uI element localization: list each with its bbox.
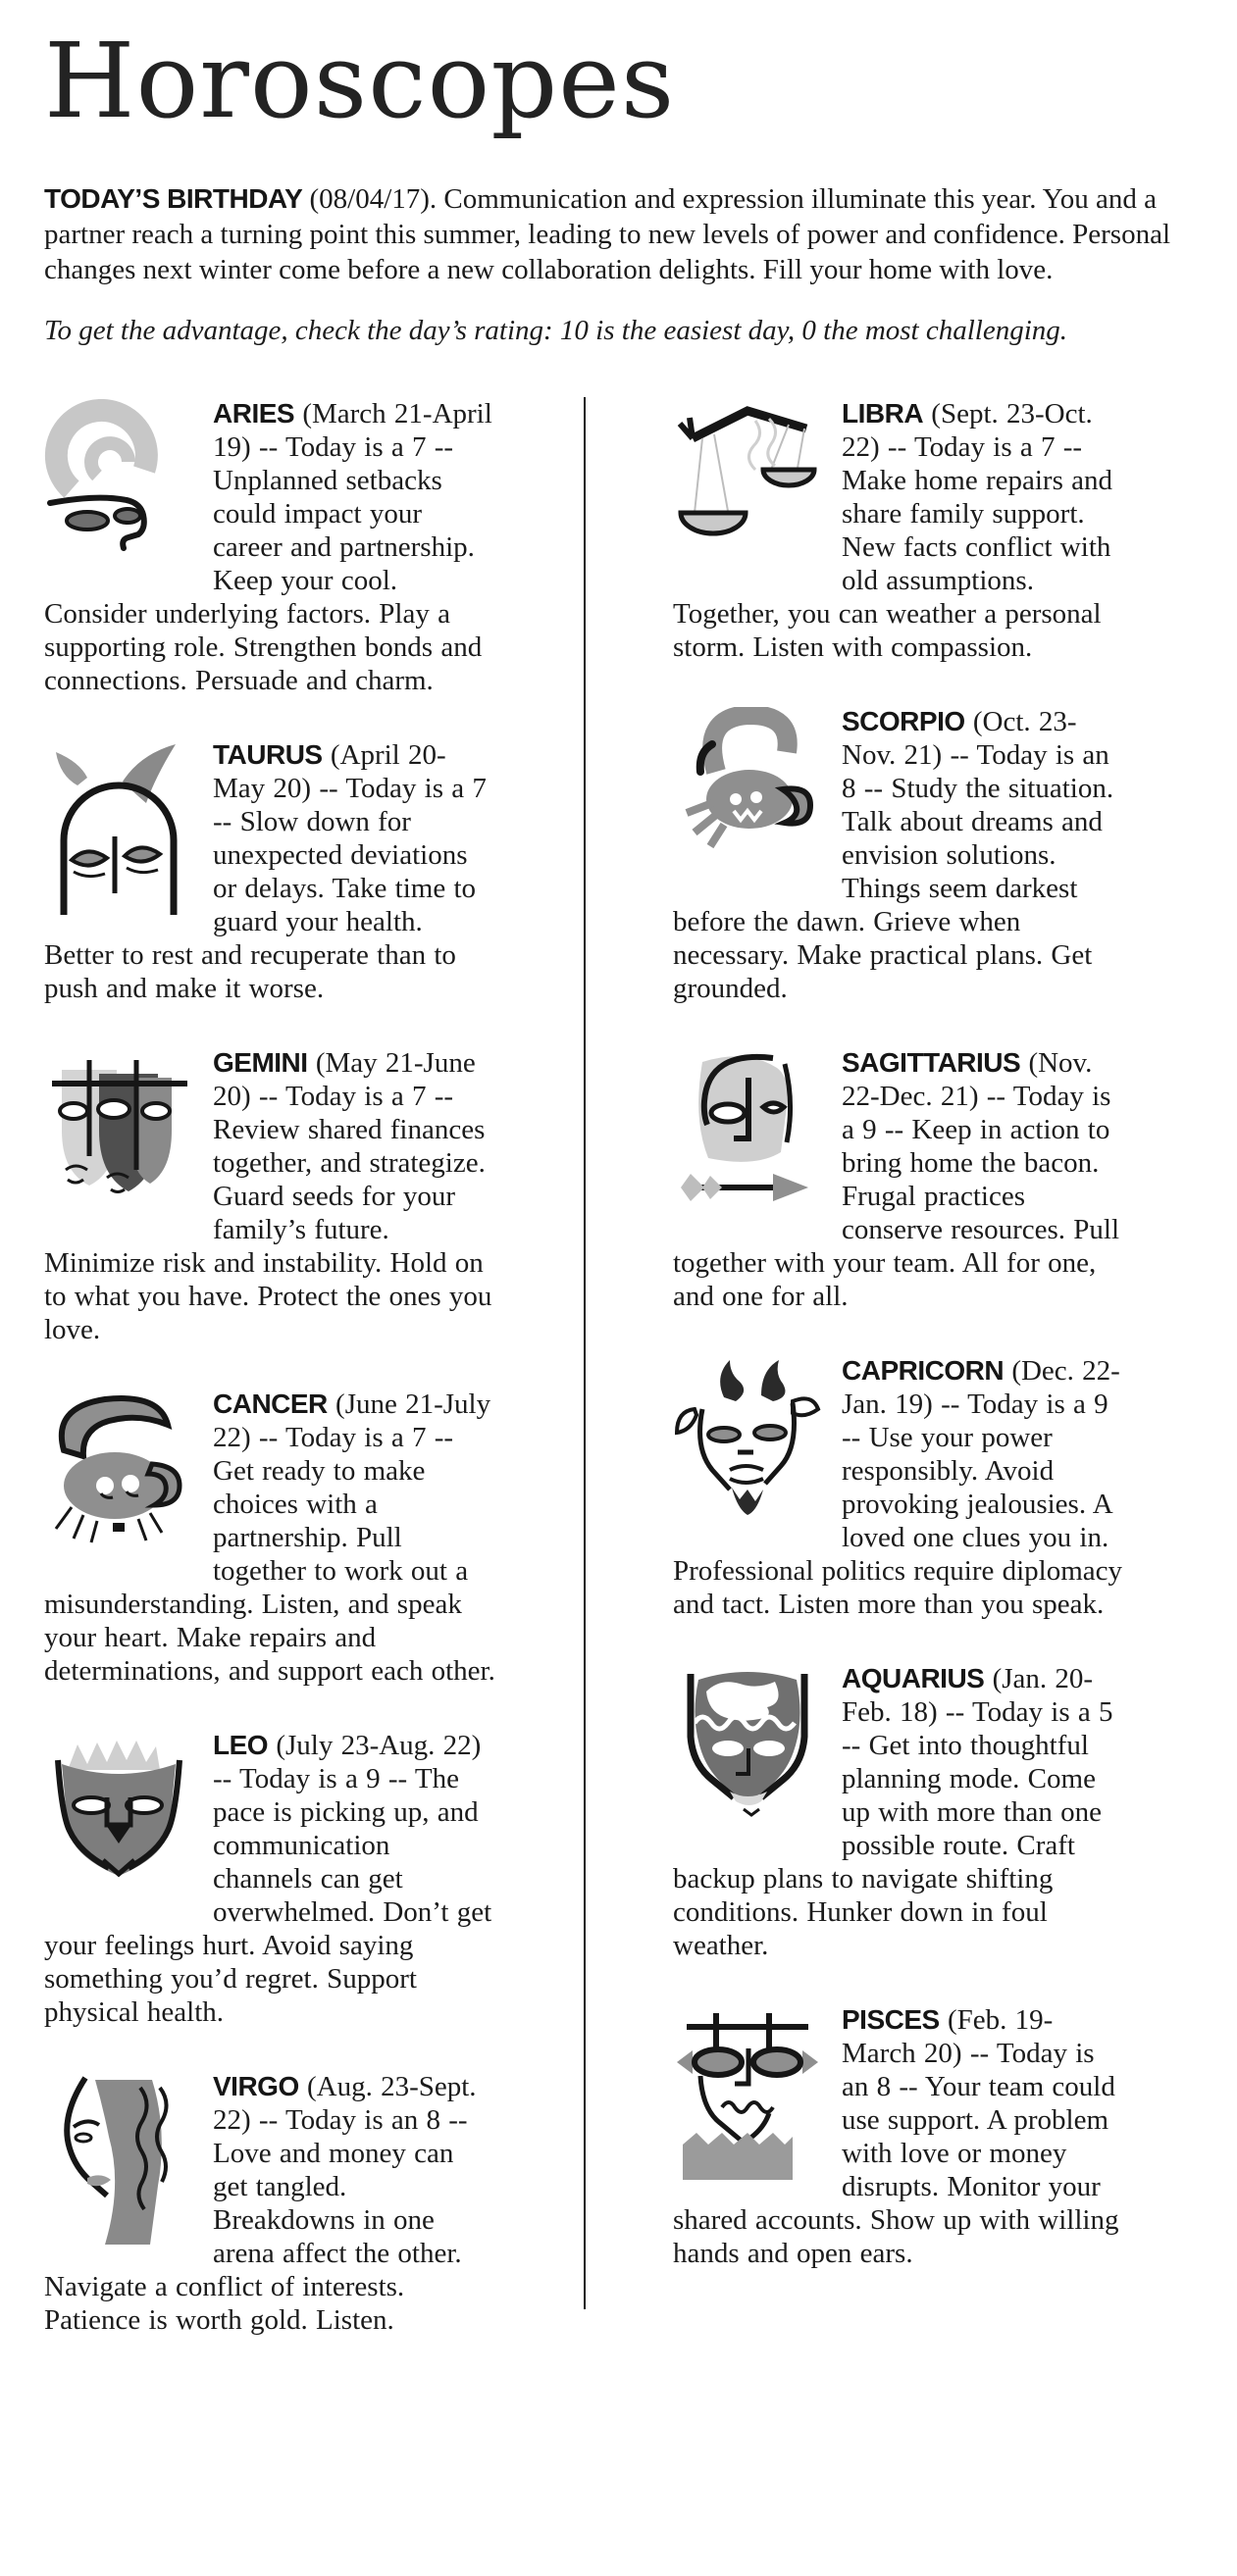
sign-name: TAURUS (213, 738, 323, 770)
horoscope-libra (673, 397, 1124, 664)
sign-text: (June 21-July 22) -- Today is a 7 -- Get ready to make choices with a partnership. Pull together to work out a misunderstanding. Listen, and speak your heart. Make repairs and determinations, and support each other. (44, 1388, 495, 1687)
horoscope-scorpio (673, 705, 1124, 1005)
capricorn-icon (673, 1356, 822, 1539)
aries-icon (44, 399, 193, 581)
sign-text: (July 23-Aug. 22) -- Today is a 9 -- The pace is picking up, and communication channels can get overwhelmed. Don’t get your feelings hurt. Avoid saying something you’d regret. Support physical health. (44, 1729, 492, 2028)
todays-birthday-paragraph (44, 181, 1217, 287)
horoscope-gemini (44, 1046, 495, 1346)
sign-name: SCORPIO (842, 705, 965, 736)
sign-text: (Dec. 22-Jan. 19) -- Today is a 9 -- Use your power responsibly. Avoid provoking jealousies. A loved one clues you in. Professional politics require diplomacy and tact. Listen more than you speak. (673, 1354, 1123, 1620)
sign-name: LEO (213, 1729, 269, 1760)
horoscope-leo (44, 1729, 495, 2029)
sign-name: GEMINI (213, 1046, 308, 1078)
aquarius-icon (673, 1664, 822, 1846)
horoscope-cancer (44, 1388, 495, 1688)
sign-text: (Oct. 23-Nov. 21) -- Today is an 8 -- Study the situation. Talk about dreams and envision solutions. Things seem darkest before the dawn. Grieve when necessary. Make practical plans. Get grounded. (673, 705, 1114, 1004)
sign-name: CAPRICORN (842, 1354, 1005, 1386)
pisces-icon (673, 2005, 822, 2188)
todays-birthday-label: TODAY’S BIRTHDAY (44, 182, 303, 214)
sign-name: PISCES (842, 2003, 940, 2035)
horoscope-taurus (44, 738, 495, 1005)
column-right (673, 397, 1124, 2337)
sign-name: LIBRA (842, 397, 924, 429)
virgo-icon (44, 2072, 193, 2254)
sign-name: AQUARIUS (842, 1662, 985, 1693)
cancer-icon (44, 1389, 193, 1572)
sign-text: (Sept. 23-Oct. 22) -- Today is a 7 -- Make home repairs and share family support. New facts conflict with old assumptions. Together, you can weather a personal storm. Listen with compassion. (673, 397, 1112, 663)
leo-icon (44, 1731, 193, 1913)
gemini-icon (44, 1048, 193, 1231)
sign-name: SAGITTARIUS (842, 1046, 1021, 1078)
sign-text: (Jan. 20-Feb. 18) -- Today is a 5 -- Get into thoughtful planning mode. Come up with more than one possible route. Craft backup plans to navigate shifting conditions. Hunker down in foul weather. (673, 1662, 1113, 1961)
sign-text: (April 20-May 20) -- Today is a 7 -- Slow down for unexpected deviations or delays. Take time to guard your health. Better to rest and recuperate than to push and make it worse. (44, 738, 487, 1004)
horoscope-virgo (44, 2070, 495, 2337)
sign-text: (May 21-June 20) -- Today is a 7 -- Review shared finances together, and strategize. Guard seeds for your family’s future. Minimize risk and instability. Hold on to what you have. Protect the ones you love. (44, 1046, 492, 1345)
sign-name: CANCER (213, 1388, 328, 1419)
column-gutter (495, 397, 673, 2337)
horoscope-capricorn (673, 1354, 1124, 1621)
column-left (44, 397, 495, 2337)
horoscope-columns (44, 397, 1217, 2337)
sign-name: ARIES (213, 397, 295, 429)
scorpio-icon (673, 707, 822, 889)
horoscope-aquarius (673, 1662, 1124, 1962)
sign-name: VIRGO (213, 2070, 299, 2101)
horoscope-sagittarius (673, 1046, 1124, 1313)
horoscope-aries (44, 397, 495, 697)
sagittarius-icon (673, 1048, 822, 1231)
page-title: Horoscopes (44, 21, 676, 141)
taurus-icon (44, 740, 193, 923)
libra-icon (673, 399, 822, 581)
sign-text: (Feb. 19-March 20) -- Today is an 8 -- Your team could use support. A problem with love or money disrupts. Monitor your shared accounts. Show up with willing hands and open ears. (673, 2003, 1119, 2269)
sign-text: (March 21-April 19) -- Today is a 7 -- Unplanned setbacks could impact your career and partnership. Keep your cool. Consider underlying factors. Play a supporting role. Strengthen bonds and connections. Persuade and charm. (44, 397, 492, 696)
sign-text: (Nov. 22-Dec. 21) -- Today is a 9 -- Keep in action to bring home the bacon. Frugal practices conserve resources. Pull together with your team. All for one, and one for all. (673, 1046, 1120, 1312)
rating-note: To get the advantage, check the day’s rating: 10 is the easiest day, 0 the most challenging. (44, 314, 1068, 346)
sign-text: (Aug. 23-Sept. 22) -- Today is an 8 -- Love and money can get tangled. Breakdowns in one arena affect the other. Navigate a conflict of interests. Patience is worth gold. Listen. (44, 2070, 477, 2336)
horoscope-pisces (673, 2003, 1124, 2270)
column-divider (584, 397, 586, 2309)
todays-birthday-text: (08/04/17). Communication and expression illuminate this year. You and a partner reach a turning point this summer, leading to new levels of power and confidence. Personal changes next winter come before a new collaboration delights. Fill your home with love. (44, 182, 1171, 285)
